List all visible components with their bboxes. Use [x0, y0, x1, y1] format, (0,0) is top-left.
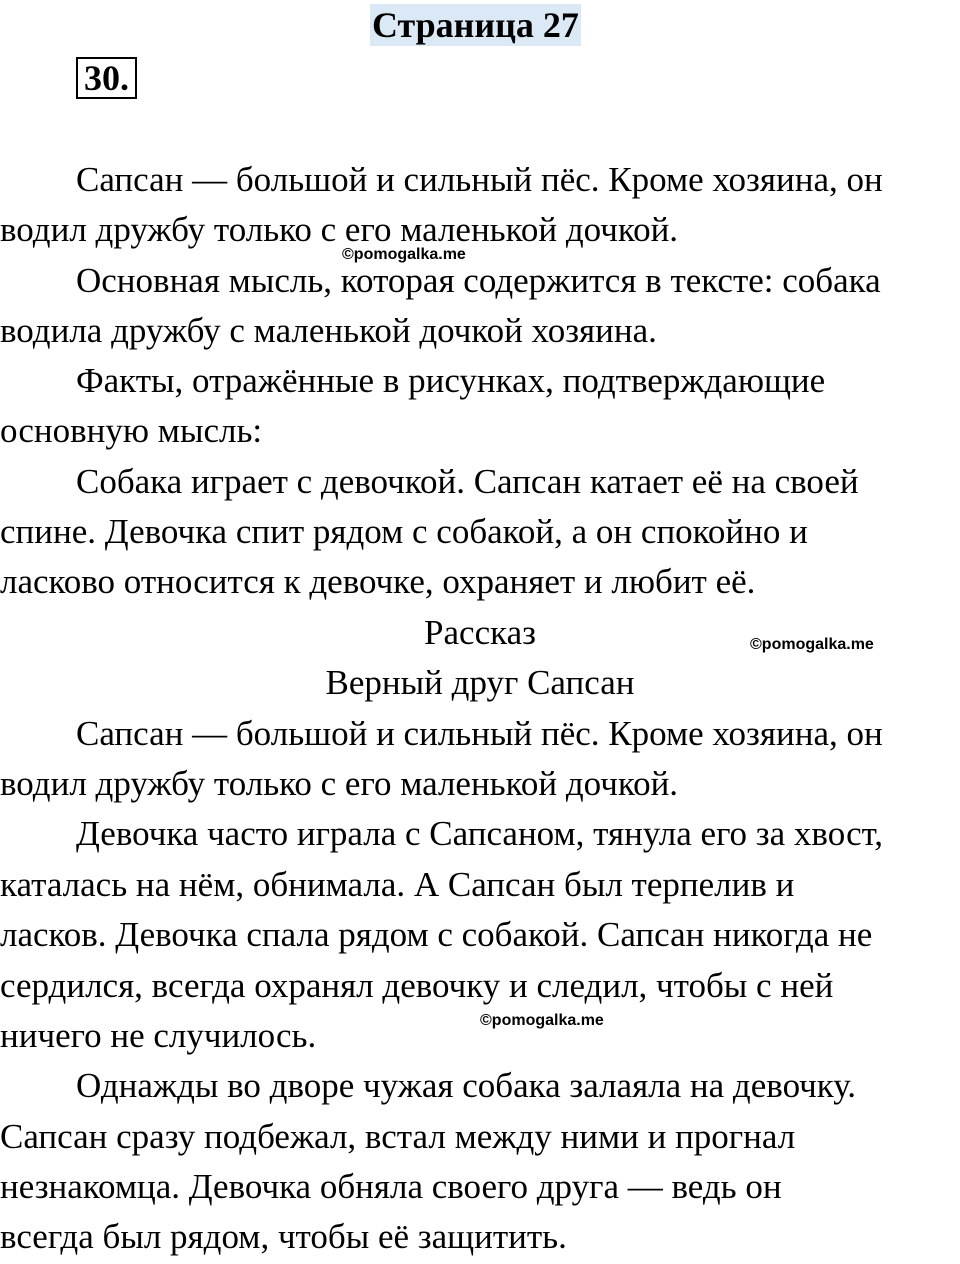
answer-line: водила дружбу с маленькой дочкой хозяина.: [0, 311, 657, 350]
page-title: Страница 27: [372, 5, 579, 45]
story-line: каталась на нём, обнимала. А Сапсан был терпелив и: [0, 865, 795, 904]
answer-line: водил дружбу только с его маленькой дочкой.: [0, 210, 679, 249]
story-line: Девочка часто играла с Сапсаном, тянула его за хвост,: [76, 814, 884, 853]
watermark: ©pomogalka.me: [342, 246, 466, 263]
story-line: ласков. Девочка спала рядом с собакой. Сапсан никогда не: [0, 915, 873, 954]
answer-line: Основная мысль, которая содержится в тексте: собака: [76, 261, 881, 300]
watermark: ©pomogalka.me: [750, 636, 874, 653]
story-line: ничего не случилось.: [0, 1016, 317, 1055]
answer-line: основную мысль:: [0, 411, 263, 450]
story-line: всегда был рядом, чтобы её защитить.: [0, 1217, 567, 1256]
task-number-box: [76, 57, 137, 99]
task-number: [76, 57, 137, 99]
answer-line: Факты, отражённые в рисунках, подтверждающие: [76, 361, 826, 400]
story-line: Сапсан — большой и сильный пёс. Кроме хозяина, он: [76, 714, 883, 753]
story-line: незнакомца. Девочка обняла своего друга — ведь он: [0, 1167, 782, 1206]
answer-line: Собака играет с девочкой. Сапсан катает её на своей: [76, 462, 859, 501]
watermark: ©pomogalka.me: [480, 1012, 604, 1029]
answer-line: Сапсан — большой и сильный пёс. Кроме хозяина, он: [76, 160, 883, 199]
task-number-suffix: .: [120, 58, 129, 98]
story-line: водил дружбу только с его маленькой дочкой.: [0, 764, 679, 803]
answer-line: спине. Девочка спит рядом с собакой, а он спокойно и: [0, 512, 808, 551]
story-line: Сапсан сразу подбежал, встал между ними и прогнал: [0, 1117, 796, 1156]
story-line: сердился, всегда охранял девочку и следил, чтобы с ней: [0, 966, 834, 1005]
answer-line: ласково относится к девочке, охраняет и любит её.: [0, 562, 756, 601]
task-number-value: 30: [84, 58, 120, 98]
story-genre: Рассказ: [424, 613, 536, 652]
story-line: Однажды во дворе чужая собака залаяла на девочку.: [76, 1066, 857, 1105]
story-title: Верный друг Сапсан: [325, 663, 635, 702]
